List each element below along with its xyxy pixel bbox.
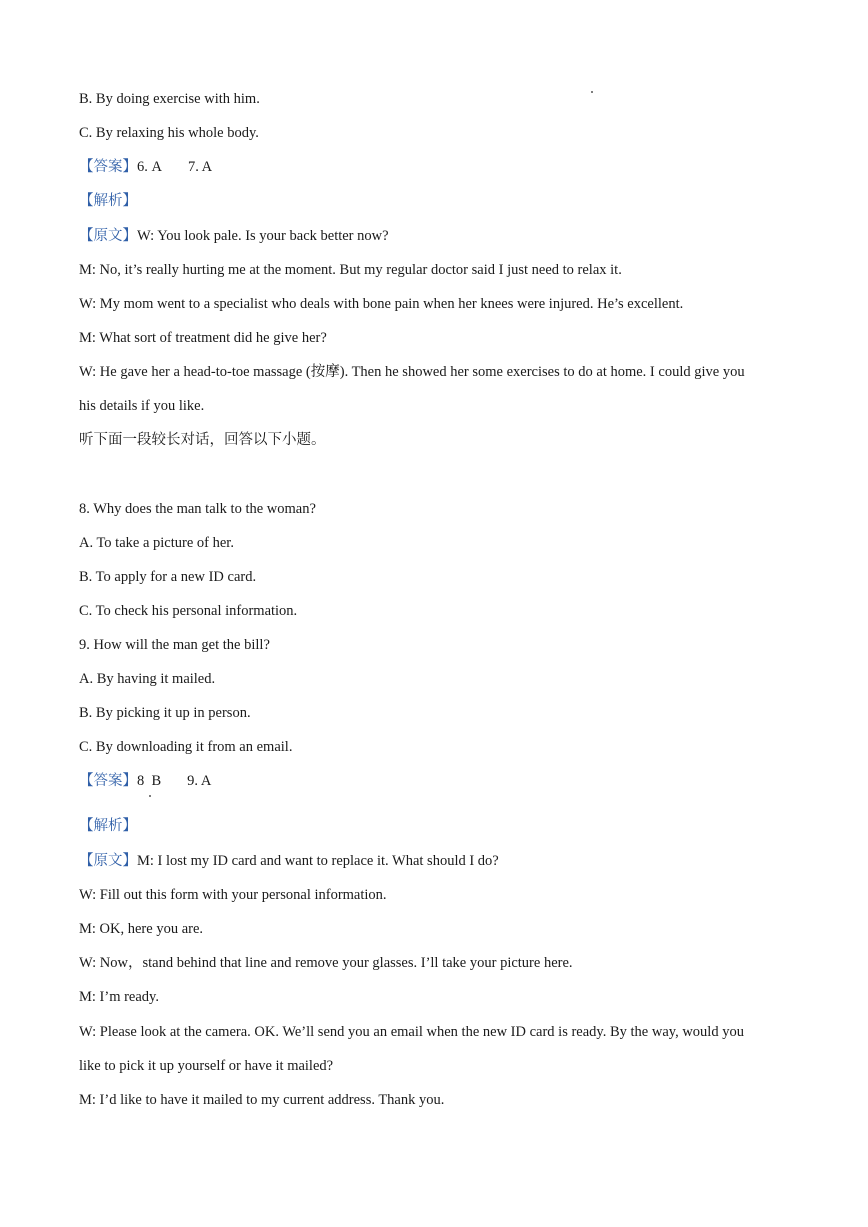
q8-option-b: B. To apply for a new ID card.	[79, 569, 257, 585]
original-tag: 【原文】	[79, 228, 137, 244]
analysis-tag-2: 【解析】	[79, 818, 137, 834]
question-9: 9. How will the man get the bill?	[79, 637, 270, 653]
dialog2-line-7: like to pick it up yourself or have it mailed?	[79, 1058, 334, 1074]
answer-line-2	[79, 771, 211, 791]
dialog1-line-1	[79, 226, 389, 246]
dialog1-line-3: W: My mom went to a specialist who deals with bone pain when her knees were injured. He’s excellent.	[79, 296, 684, 312]
dialog2-line-1	[79, 851, 499, 871]
answer-tag: 【答案】	[79, 773, 137, 789]
answer-line-1	[79, 157, 212, 177]
dialog2-line-6: W: Please look at the camera. OK. We’ll send you an email when the new ID card is ready. By the way, would you	[79, 1024, 744, 1040]
answer-tag: 【答案】	[79, 159, 137, 175]
q9-option-c: C. By downloading it from an email.	[79, 739, 293, 755]
dialog2-line-5: M: I’m ready.	[79, 989, 159, 1005]
q9-option-b: B. By picking it up in person.	[79, 705, 251, 721]
answer-8: 8 B	[137, 773, 162, 789]
dialog1-line-2: M: No, it’s really hurting me at the moment. But my regular doctor said I just need to relax it.	[79, 262, 622, 278]
original-tag-2: 【原文】	[79, 853, 137, 869]
option-c-q7: C. By relaxing his whole body.	[79, 125, 259, 141]
q8-option-a: A. To take a picture of her.	[79, 535, 234, 551]
dialog2-line-3: M: OK, here you are.	[79, 921, 204, 937]
question-8: 8. Why does the man talk to the woman?	[79, 501, 316, 517]
dialog2-line-2: W: Fill out this form with your personal information.	[79, 887, 387, 903]
analysis-tag: 【解析】	[79, 193, 137, 209]
q8-option-c: C. To check his personal information.	[79, 603, 298, 619]
dialog2-line-4: W: Now，stand behind that line and remove your glasses. I’ll take your picture here.	[79, 955, 573, 971]
dialog-text: W: You look pale. Is your back better now?	[137, 228, 389, 244]
answer-6: 6. A	[137, 159, 162, 175]
option-b-q7: B. By doing exercise with him.	[79, 91, 260, 107]
dialog1-line-5: W: He gave her a head-to-toe massage (按摩). Then he showed her some exercises to do at home. I could give you	[79, 364, 745, 380]
answer-7: 7. A	[187, 159, 213, 175]
dialog1-line-4: M: What sort of treatment did he give her?	[79, 330, 327, 346]
instruction-text: 听下面一段较长对话，回答以下小题。	[79, 432, 326, 448]
dialog-text: M: I lost my ID card and want to replace it. What should I do?	[137, 853, 499, 869]
dialog1-line-6: his details if you like.	[79, 398, 205, 414]
scan-speck	[149, 795, 151, 797]
scan-speck	[591, 91, 593, 93]
dialog2-line-8: M: I’d like to have it mailed to my current address. Thank you.	[79, 1092, 445, 1108]
answer-9: 9. A	[187, 773, 212, 789]
q9-option-a: A. By having it mailed.	[79, 671, 216, 687]
